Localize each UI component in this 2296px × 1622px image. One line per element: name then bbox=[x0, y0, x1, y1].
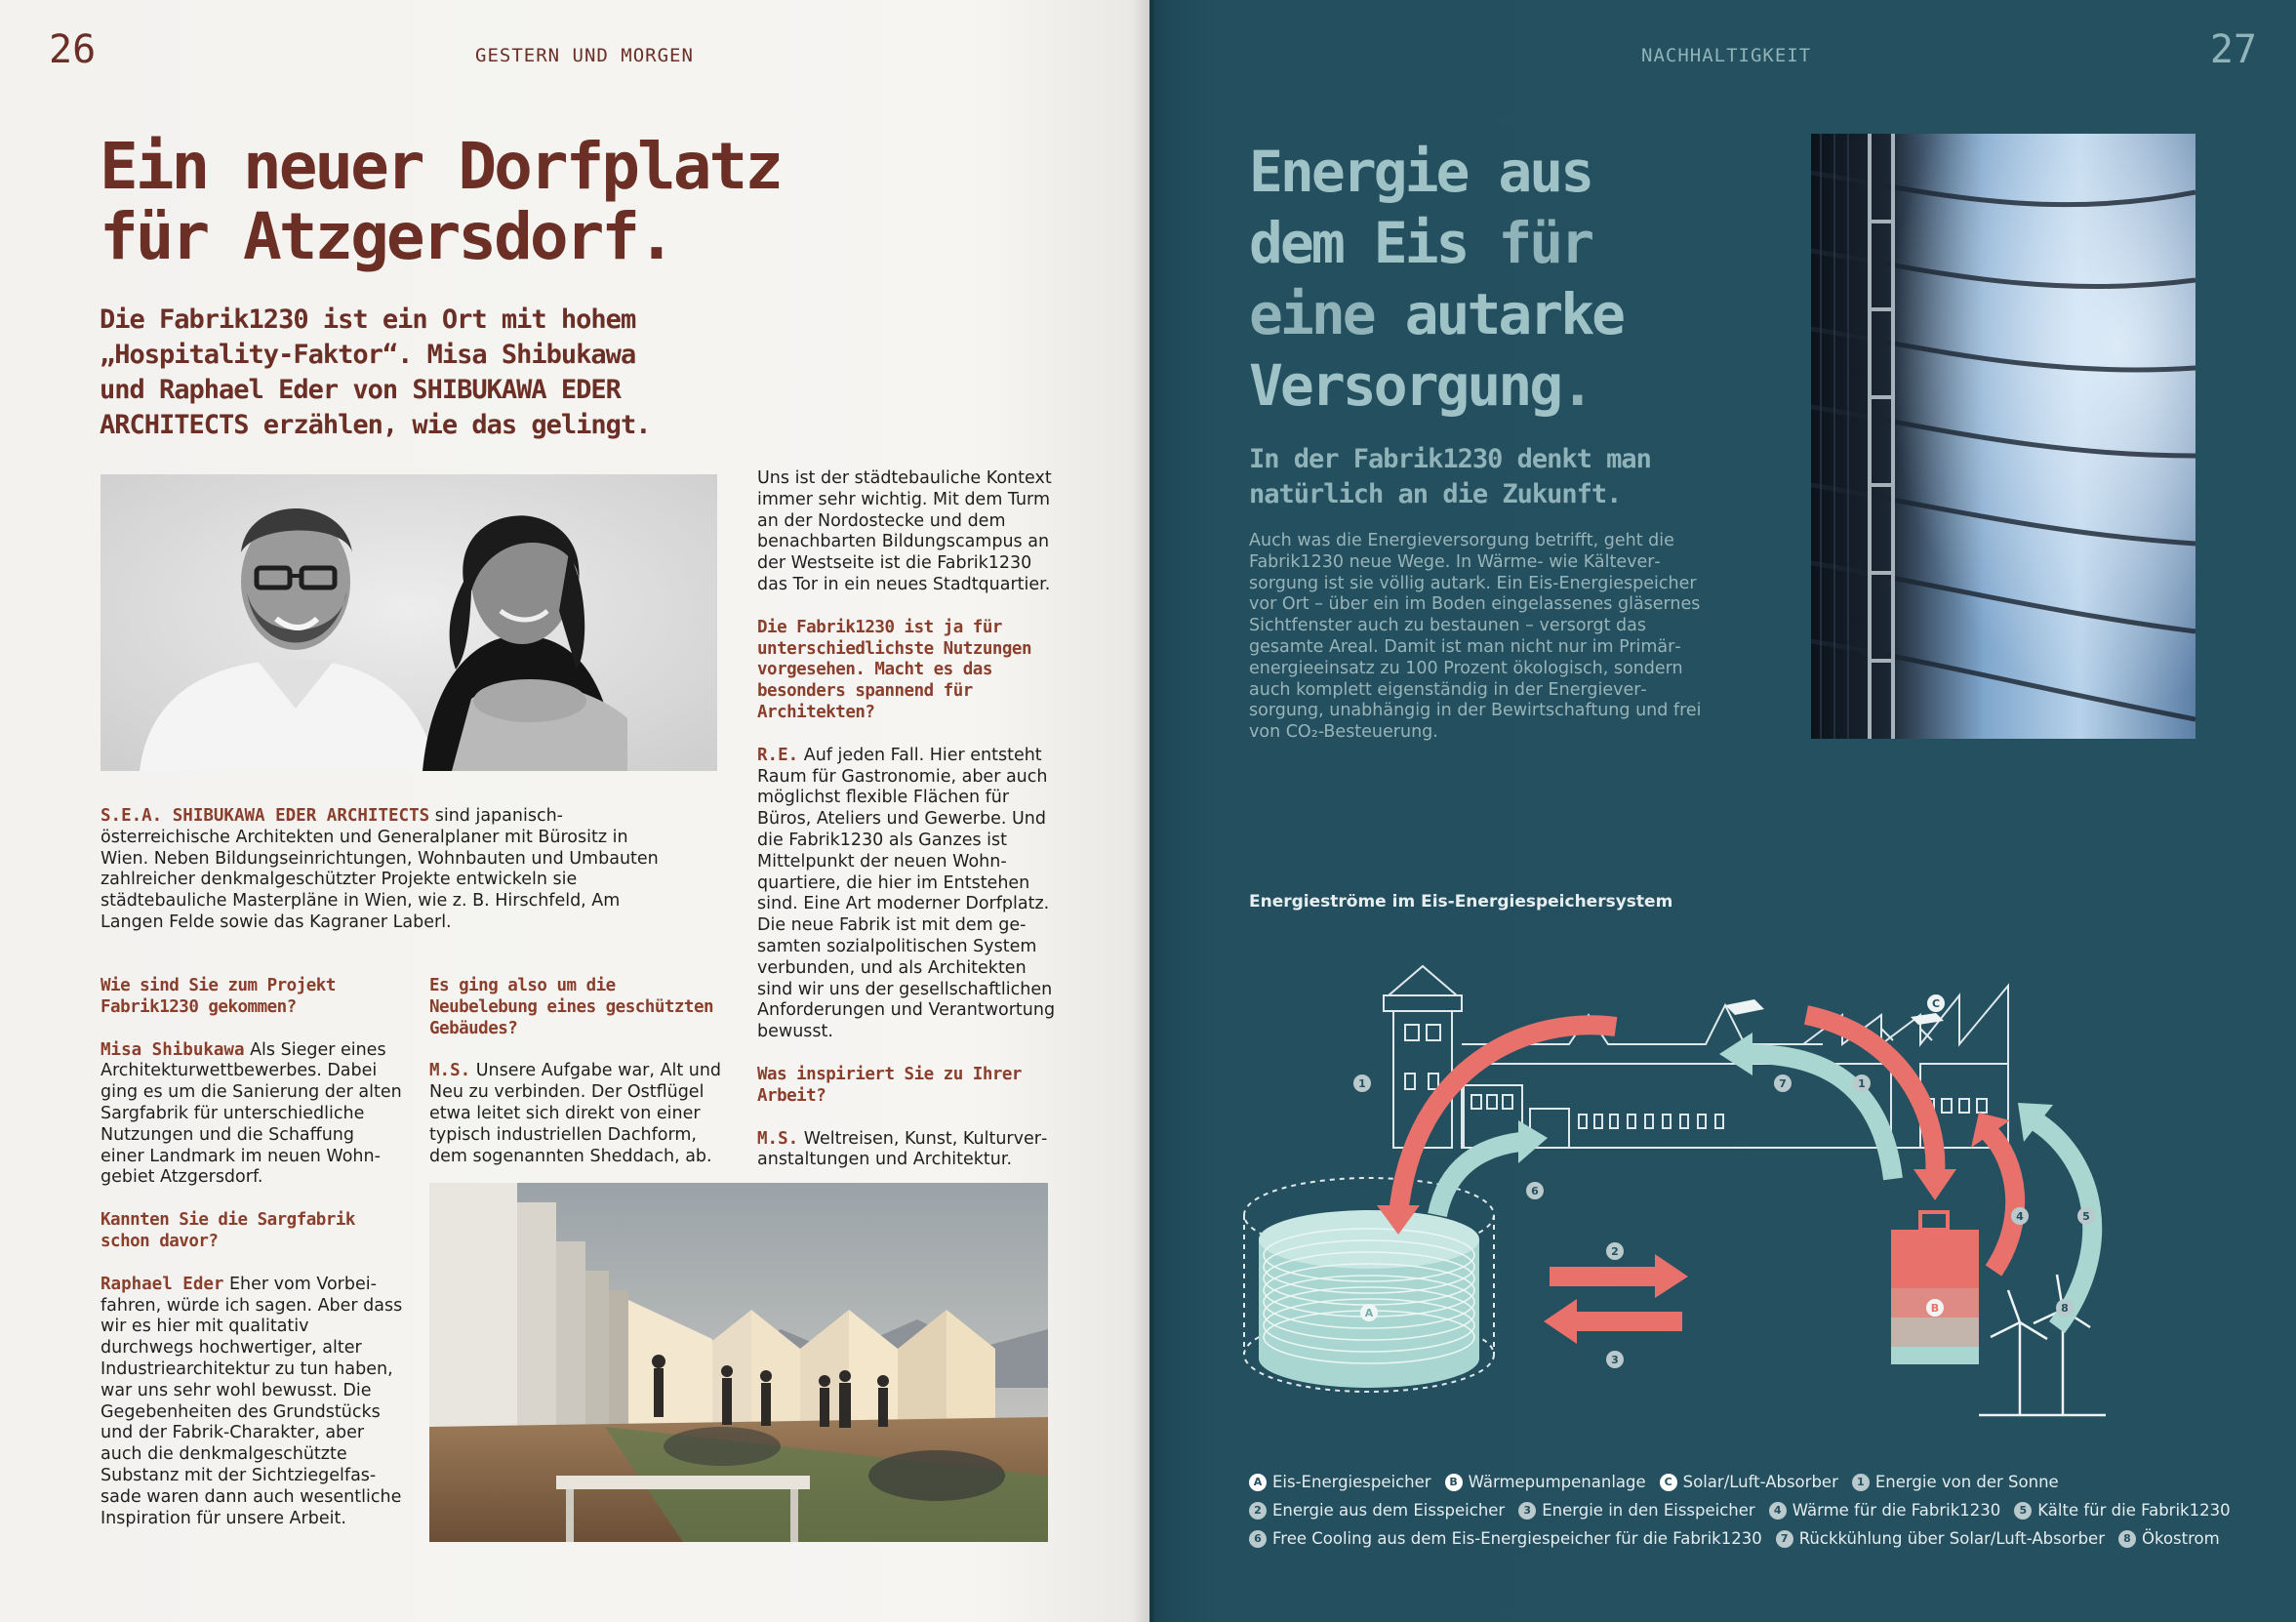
legend-badge: C bbox=[1660, 1474, 1677, 1491]
headline-word-bold: autarke bbox=[1404, 281, 1624, 347]
legend-badge: 1 bbox=[1852, 1474, 1870, 1491]
bio-name: S.E.A. SHIBUKAWA EDER ARCHITECTS bbox=[101, 806, 430, 826]
heat-pump bbox=[1891, 1212, 1979, 1364]
render-illustration bbox=[429, 1183, 1048, 1542]
interview-question: Die Fabrik1230 ist ja für unterschiedlichste Nutzungen vorgesehen. Macht es das besonders spannend für Architekten? bbox=[757, 617, 1032, 722]
speaker-name: Misa Shibukawa bbox=[101, 1039, 245, 1060]
article-lead bbox=[1249, 442, 1756, 512]
legend-item bbox=[2118, 1529, 2220, 1548]
lead-line: ARCHITECTS erzählen, wie das gelingt. bbox=[100, 410, 651, 440]
headline-word-bold: Eis bbox=[1373, 210, 1468, 276]
answer-text: Weltreisen, Kunst, Kulturveranstaltungen und Architektur. bbox=[757, 1128, 1048, 1170]
badge-1: 1 bbox=[1358, 1077, 1366, 1090]
interview-answer bbox=[429, 1061, 722, 1167]
legend-label: Solar/Luft-Absorber bbox=[1682, 1473, 1838, 1491]
legend-badge: 3 bbox=[1518, 1502, 1536, 1520]
interview-question: Kannten Sie die Sargfabrik schon davor? bbox=[101, 1210, 355, 1251]
interview-column-2 bbox=[429, 976, 722, 1167]
badge-7: 7 bbox=[1779, 1077, 1787, 1090]
legend-label: Ökostrom bbox=[2142, 1529, 2220, 1548]
lead-line: In der Fabrik1230 denkt man bbox=[1249, 444, 1651, 474]
interview-answer bbox=[757, 1129, 1060, 1172]
badge-6: 6 bbox=[1531, 1185, 1539, 1197]
legend-label: Energie aus dem Eisspeicher bbox=[1272, 1501, 1506, 1520]
lead-line: Die Fabrik1230 ist ein Ort mit hohem bbox=[100, 304, 636, 335]
ice-storage-photo bbox=[1811, 134, 2195, 739]
headline-word-bold: Atzgersdorf bbox=[242, 199, 638, 274]
badge-c: C bbox=[1931, 997, 1941, 1010]
lead-line: und Raphael Eder von SHIBUKAWA EDER bbox=[100, 375, 621, 405]
running-head: NACHHALTIGKEIT bbox=[1641, 45, 1812, 66]
diagram-legend bbox=[1249, 1468, 2231, 1553]
rooftop-terrace-render bbox=[429, 1183, 1048, 1542]
legend-item bbox=[1445, 1473, 1646, 1491]
badge-2: 2 bbox=[1611, 1245, 1619, 1258]
energy-flow-diagram bbox=[1237, 956, 2115, 1435]
legend-label: Energie in den Eisspeicher bbox=[1542, 1501, 1755, 1520]
architects-bio bbox=[101, 806, 676, 934]
badge-4: 4 bbox=[2016, 1210, 2024, 1223]
legend-badge: B bbox=[1445, 1474, 1463, 1491]
right-page bbox=[1149, 0, 2296, 1622]
badge-3: 3 bbox=[1611, 1354, 1619, 1366]
legend-badge: 4 bbox=[1769, 1502, 1787, 1520]
badge-8: 8 bbox=[2061, 1302, 2069, 1315]
legend-item bbox=[1769, 1501, 2001, 1520]
legend-label: Eis-Energiespeicher bbox=[1272, 1473, 1431, 1491]
legend-label: Kälte für die Fabrik1230 bbox=[2037, 1501, 2231, 1520]
interview-answer bbox=[101, 1275, 403, 1530]
badge-a: A bbox=[1364, 1307, 1374, 1319]
speaker-name: M.S. bbox=[429, 1061, 471, 1081]
legend-item bbox=[1249, 1473, 1431, 1491]
legend-item bbox=[1776, 1529, 2105, 1548]
speaker-name: R.E. bbox=[757, 745, 799, 765]
legend-item bbox=[1660, 1473, 1838, 1491]
lead-line: „Hospitality-Faktor“. Misa Shibukawa bbox=[100, 340, 636, 370]
architects-portrait-photo bbox=[101, 474, 717, 771]
interview-answer bbox=[757, 746, 1060, 1043]
legend-item bbox=[1518, 1501, 1754, 1520]
headline-word-bold: Versorgung bbox=[1249, 352, 1561, 419]
legend-item bbox=[1852, 1473, 2059, 1491]
legend-label: Energie von der Sonne bbox=[1874, 1473, 2059, 1491]
interview-question: Wie sind Sie zum Projekt Fabrik1230 gekommen? bbox=[101, 976, 336, 1017]
answer-text: Unsere Aufgabe war, Alt und Neu zu verbinden. Der Ostflügel etwa leitet sich direkt von einer typisch industriellen Dachform, dem sogenannten Sheddach, ab. bbox=[429, 1061, 722, 1166]
legend-badge: 7 bbox=[1776, 1530, 1793, 1548]
interview-column-3 bbox=[757, 468, 1060, 1171]
headline-word-bold: neuer Dorfplatz bbox=[242, 129, 781, 204]
legend-label: Wärmepumpenanlage bbox=[1468, 1473, 1646, 1491]
energy-diagram-svg bbox=[1237, 956, 2115, 1435]
legend-item bbox=[1249, 1529, 1762, 1548]
lead-line: natürlich an die Zukunft. bbox=[1249, 479, 1622, 509]
article-lead bbox=[100, 303, 705, 443]
interview-answer bbox=[101, 1040, 403, 1190]
legend-row bbox=[1249, 1468, 2225, 1496]
headline-word-bold: Energie aus bbox=[1249, 139, 1592, 205]
badge-5: 5 bbox=[2082, 1210, 2090, 1223]
legend-item bbox=[2014, 1501, 2230, 1520]
article-body: Auch was die Energieversorgung betrifft, geht die Fabrik1230 neue Wege. In Wärme- wie Kälteversorgung ist sie völlig autark. Ein Eis-Energiespeicher vor Ort – über ein im Boden eingelassenes gläsernes Sichtfenster auch zu bestaunen – versorgt das gesamte Areal. Damit ist man nicht nur im Primärenergieeinsatz zu 100 Prozent ökologisch, sondern auch komplett eigenständig in der Energieversorgung, unabhängig in der Bewirtschaftung und frei von CO₂-Besteuerung. bbox=[1249, 531, 1702, 743]
legend-row bbox=[1249, 1524, 2225, 1553]
headline-word: eine bbox=[1249, 281, 1405, 347]
running-head: GESTERN UND MORGEN bbox=[475, 45, 694, 66]
badge-b: B bbox=[1930, 1302, 1940, 1315]
interview-answer-continued: Uns ist der städtebauliche Kontext immer sehr wichtig. Mit dem Turm an der Nordostecke und dem benachbarten Bildungscampus an der Westseite ist die Fabrik1230 das Tor in ein neues Stadtquartier. bbox=[757, 468, 1052, 594]
headline-word: Ein bbox=[100, 129, 243, 204]
headline-word: für bbox=[1467, 210, 1592, 276]
article-headline bbox=[1249, 137, 1698, 422]
badge-1b: 1 bbox=[1858, 1077, 1866, 1090]
article-headline bbox=[100, 129, 802, 274]
legend-badge: 8 bbox=[2118, 1530, 2136, 1548]
headline-word: . bbox=[637, 199, 673, 274]
answer-text: Als Sieger eines Architekturwettbewerbes. Dabei ging es um die Sanierung der alten Sargfabrik für unterschiedliche Nutzungen und die Schaffung einer Landmark im neuen Wohngebiet Atzgersdorf. bbox=[101, 1039, 402, 1188]
portrait-illustration bbox=[101, 474, 717, 771]
speaker-name: M.S. bbox=[757, 1128, 799, 1149]
interview-column-1 bbox=[101, 976, 403, 1529]
interview-question: Was inspiriert Sie zu Ihrer Arbeit? bbox=[757, 1064, 1022, 1106]
diagram-title: Energieströme im Eis-Energiespeichersystem bbox=[1249, 892, 1673, 912]
page-number: 27 bbox=[2209, 27, 2257, 72]
page-number: 26 bbox=[49, 27, 97, 72]
speaker-name: Raphael Eder bbox=[101, 1274, 224, 1294]
answer-text: Auf jeden Fall. Hier entsteht Raum für Gastronomie, aber auch möglichst flexible Flächen für Büros, Ateliers und Gewerbe. Und die Fabrik1230 als Ganzes ist Mittelpunkt der neuen Wohnquartiere, die hier im Entstehen sind. Eine Art moderner Dorfplatz. Die neue Fabrik ist mit dem gesamten sozialpolitischen System verbunden, und als Architekten sind wir uns der gesellschaftlichen Anforderungen und Verantwortung bewusst. bbox=[757, 745, 1056, 1042]
interview-question: Es ging also um die Neubelebung eines geschützten Gebäudes? bbox=[429, 976, 714, 1038]
bio-text: sind japanisch-österreichische Architekten und Generalplaner mit Bürositz in Wien. Neben Bildungseinrichtungen, Wohnbauten und Umbauten zahlreicher denkmalgeschützter Projekte entwickeln sie städtebauliche Masterpläne in Wien, wie z. B. Hirschfeld, Am Langen Felde sowie das Kagraner Laberl. bbox=[101, 806, 659, 932]
legend-label: Rückkühlung über Solar/Luft-Absorber bbox=[1798, 1529, 2105, 1548]
headline-word: für bbox=[100, 199, 243, 274]
legend-item bbox=[1249, 1501, 1505, 1520]
legend-label: Wärme für die Fabrik1230 bbox=[1792, 1501, 2001, 1520]
ice-illustration bbox=[1811, 134, 2195, 739]
legend-row bbox=[1249, 1496, 2231, 1524]
legend-label: Free Cooling aus dem Eis-Energiespeicher für die Fabrik1230 bbox=[1272, 1529, 1762, 1548]
legend-badge: 6 bbox=[1249, 1530, 1267, 1548]
headline-word: . bbox=[1560, 352, 1592, 419]
legend-badge: 2 bbox=[1249, 1502, 1267, 1520]
answer-text: Eher vom Vorbeifahren, würde ich sagen. Aber dass wir es hier mit qualitativ durchwegs hochwertiger, alter Industriearchitektur zu tun haben, war uns sehr wohl bewusst. Die Gegebenheiten des Grundstücks und der Fabrik-Charakter, aber auch die denkmalgeschützte Substanz mit der Sichtziegelfassade waren dann auch wesentliche Inspiration für unsere Arbeit. bbox=[101, 1274, 403, 1528]
legend-badge: 5 bbox=[2014, 1502, 2032, 1520]
legend-badge: A bbox=[1249, 1474, 1267, 1491]
ice-tank bbox=[1244, 1178, 1494, 1392]
headline-word-bold: dem bbox=[1249, 210, 1374, 276]
